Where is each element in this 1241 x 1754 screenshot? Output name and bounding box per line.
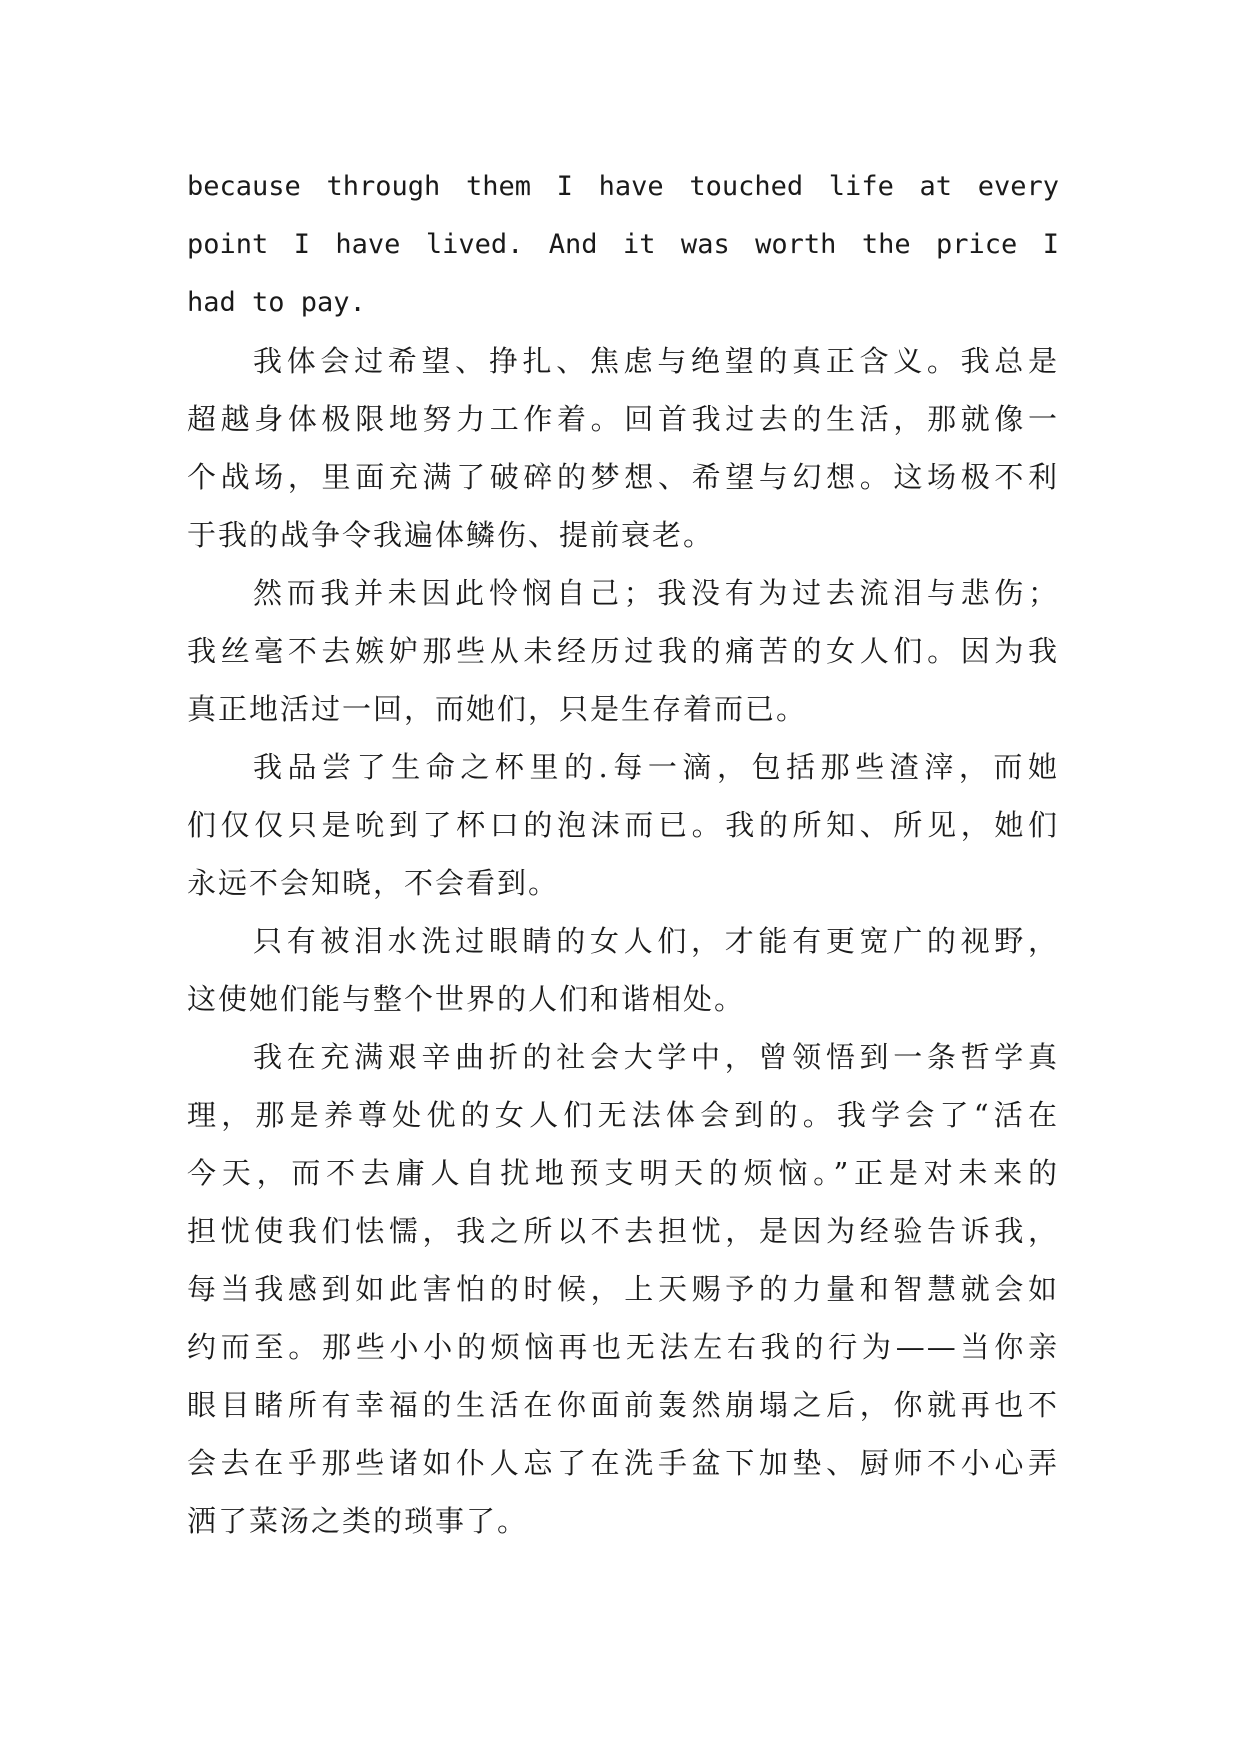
text-line: 个战场，里面充满了破碎的梦想、希望与幻想。这场极不利 — [187, 460, 1059, 494]
text-line: 理，那是养尊处优的女人们无法体会到的。我学会了“活在 — [187, 1098, 1059, 1132]
paragraph-3 — [187, 738, 1059, 912]
text-line: 担忧使我们怯懦，我之所以不去担忧，是因为经验告诉我， — [187, 1214, 1059, 1248]
text-line: 只有被泪水洗过眼睛的女人们，才能有更宽广的视野， — [253, 924, 1059, 958]
text-line: 洒了菜汤之类的琐事了。 — [187, 1504, 529, 1538]
text-line: 这使她们能与整个世界的人们和谐相处。 — [187, 982, 746, 1016]
text-line: 们仅仅只是吮到了杯口的泡沫而已。我的所知、所见，她们 — [187, 808, 1059, 842]
text-line: 今天，而不去庸人自扰地预支明天的烦恼。”正是对未来的 — [187, 1156, 1059, 1190]
document-body — [187, 158, 1059, 1550]
paragraph-2 — [187, 564, 1059, 738]
text-line: had to pay. — [187, 287, 366, 318]
text-line: 于我的战争令我遍体鳞伤、提前衰老。 — [187, 518, 715, 552]
text-line: 约而至。那些小小的烦恼再也无法左右我的行为——当你亲 — [187, 1330, 1059, 1364]
text-line: because through them I have touched life at every — [187, 171, 1059, 202]
text-line: 会去在乎那些诸如仆人忘了在洗手盆下加垫、厨师不小心弄 — [187, 1446, 1059, 1480]
text-line: 我体会过希望、挣扎、焦虑与绝望的真正含义。我总是 — [253, 344, 1059, 378]
text-line: 真正地活过一回，而她们，只是生存着而已。 — [187, 692, 808, 726]
text-line: 每当我感到如此害怕的时候，上天赐予的力量和智慧就会如 — [187, 1272, 1059, 1306]
text-line: 我品尝了生命之杯里的.每一滴，包括那些渣滓，而她 — [253, 750, 1059, 784]
paragraph-1 — [187, 332, 1059, 564]
paragraph-5 — [187, 1028, 1059, 1550]
paragraph-4 — [187, 912, 1059, 1028]
text-line: point I have lived. And it was worth the price I — [187, 229, 1059, 260]
text-line: 眼目睹所有幸福的生活在你面前轰然崩塌之后，你就再也不 — [187, 1388, 1059, 1422]
english-paragraph — [187, 158, 1059, 332]
text-line: 我在充满艰辛曲折的社会大学中，曾领悟到一条哲学真 — [253, 1040, 1059, 1074]
text-line: 然而我并未因此怜悯自己；我没有为过去流泪与悲伤； — [253, 576, 1059, 610]
text-line: 永远不会知晓，不会看到。 — [187, 866, 560, 900]
text-line: 我丝毫不去嫉妒那些从未经历过我的痛苦的女人们。因为我 — [187, 634, 1059, 668]
text-line: 超越身体极限地努力工作着。回首我过去的生活，那就像一 — [187, 402, 1059, 436]
